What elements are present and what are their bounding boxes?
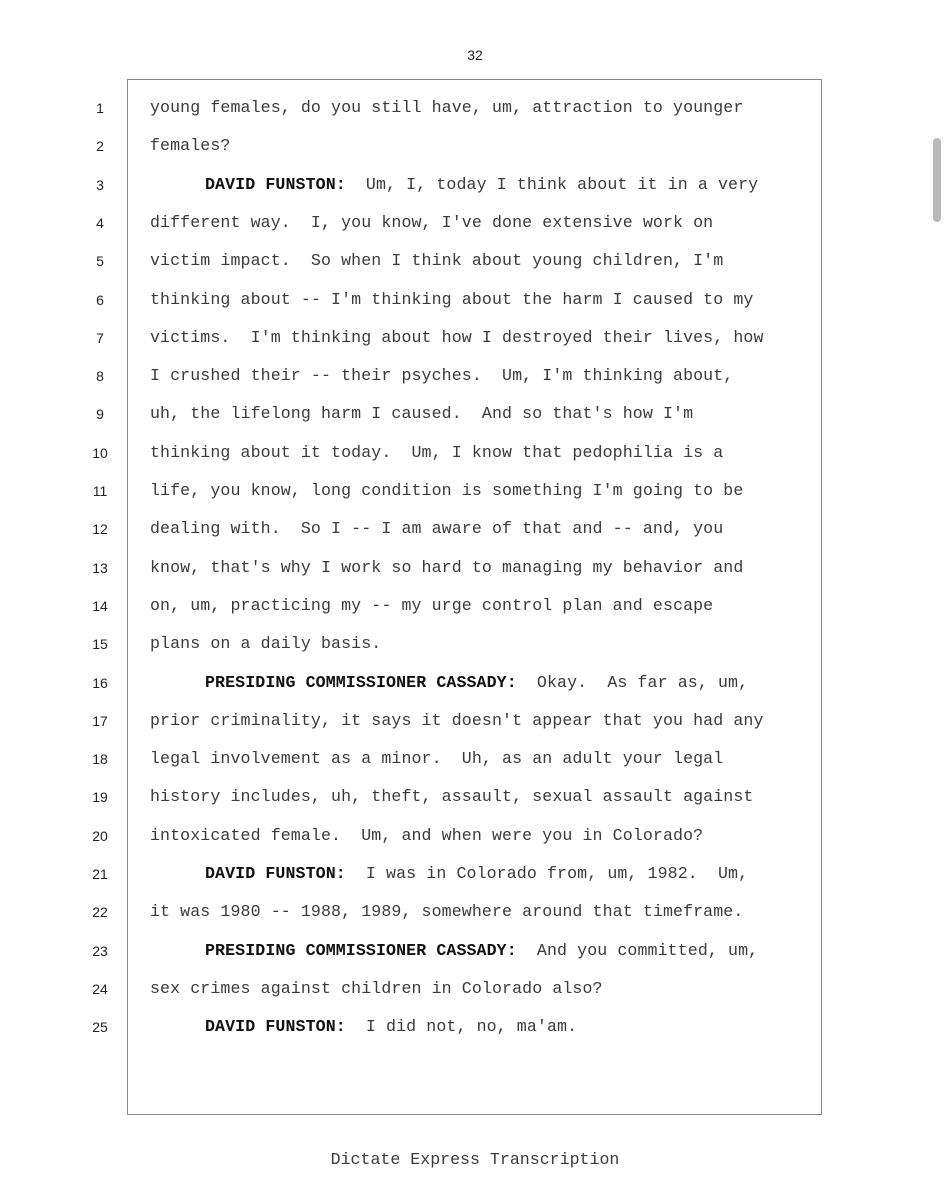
speaker-name: DAVID FUNSTON:: [205, 1017, 346, 1037]
page-number: 32: [467, 47, 483, 63]
line-body: I crushed their -- their psyches. Um, I'm thinking about,: [150, 366, 734, 386]
line-body: it was 1980 -- 1988, 1989, somewhere around that timeframe.: [150, 902, 744, 922]
line-number: 2: [96, 138, 104, 155]
line-number: 17: [92, 712, 108, 729]
line-body: Um, I, today I think about it in a very: [345, 174, 759, 194]
speaker-name: PRESIDING COMMISSIONER CASSADY:: [205, 672, 517, 692]
line-text: [150, 817, 703, 855]
line-text: [150, 549, 743, 587]
line-number: 5: [96, 253, 104, 270]
line-text: [150, 204, 713, 242]
transcript-line: [0, 357, 950, 395]
transcript-line: [0, 932, 950, 970]
line-body: females?: [150, 136, 231, 156]
line-text: [150, 89, 743, 127]
transcript-line: [0, 625, 950, 663]
line-body: And you committed, um,: [516, 940, 759, 960]
line-text: [150, 127, 230, 165]
line-number: 7: [96, 329, 104, 346]
transcript-line: [0, 166, 950, 204]
line-number: 13: [92, 559, 108, 576]
line-body: dealing with. So I -- I am aware of that and -- and, you: [150, 519, 724, 539]
line-text: [150, 472, 743, 510]
line-number: 20: [92, 827, 108, 844]
line-body: thinking about -- I'm thinking about the harm I caused to my: [150, 289, 754, 309]
line-body: thinking about it today. Um, I know that pedophilia is a: [150, 442, 724, 462]
line-text: [150, 510, 723, 548]
transcript-line: [0, 778, 950, 816]
speaker-name: PRESIDING COMMISSIONER CASSADY:: [205, 940, 517, 960]
line-text: [150, 740, 723, 778]
line-number: 16: [92, 674, 108, 691]
line-text: [150, 587, 713, 625]
line-text: [205, 1008, 577, 1046]
line-body: young females, do you still have, um, attraction to younger: [150, 98, 744, 117]
transcript-line: [0, 740, 950, 778]
transcript-line: [0, 510, 950, 548]
transcript-line: [0, 817, 950, 855]
transcript-line: [0, 395, 950, 433]
transcript-line: [0, 855, 950, 893]
scrollbar-thumb[interactable]: [933, 138, 941, 222]
transcript-line: [0, 127, 950, 165]
transcript-line: [0, 204, 950, 242]
line-body: legal involvement as a minor. Uh, as an adult your legal: [150, 749, 724, 769]
line-number: 18: [92, 751, 108, 768]
line-text: [205, 932, 758, 970]
line-text: [150, 319, 764, 357]
speaker-name: DAVID FUNSTON:: [205, 174, 346, 194]
line-number: 24: [92, 980, 108, 997]
transcript-line: [0, 549, 950, 587]
line-number: 4: [96, 214, 104, 231]
line-text: [150, 357, 733, 395]
line-body: different way. I, you know, I've done extensive work on: [150, 212, 714, 232]
line-text: [150, 702, 764, 740]
line-number: 6: [96, 291, 104, 308]
transcript-line: [0, 281, 950, 319]
transcript-line: [0, 89, 950, 127]
line-text: [150, 778, 753, 816]
line-text: [205, 664, 748, 702]
speaker-name: DAVID FUNSTON:: [205, 864, 346, 883]
line-number: 22: [92, 904, 108, 921]
transcript-line: [0, 587, 950, 625]
transcript-line: [0, 1008, 950, 1046]
line-body: intoxicated female. Um, and when were you in Colorado?: [150, 825, 704, 845]
line-body: prior criminality, it says it doesn't appear that you had any: [150, 710, 764, 730]
transcript-line: [0, 702, 950, 740]
line-number: 12: [92, 521, 108, 538]
line-number: 23: [92, 942, 108, 959]
line-body: sex crimes against children in Colorado also?: [150, 978, 603, 998]
transcript-line: [0, 319, 950, 357]
line-number: 3: [96, 176, 104, 193]
transcript-line: [0, 472, 950, 510]
line-text: [150, 395, 693, 433]
line-body: I did not, no, ma'am.: [345, 1017, 578, 1037]
line-number: 15: [92, 636, 108, 653]
transcript-line: [0, 664, 950, 702]
line-body: history includes, uh, theft, assault, sexual assault against: [150, 787, 754, 807]
line-number: 9: [96, 406, 104, 423]
line-number: 8: [96, 368, 104, 385]
transcript-line: [0, 970, 950, 1008]
line-number: 21: [92, 866, 108, 882]
line-body: uh, the lifelong harm I caused. And so that's how I'm: [150, 404, 694, 424]
line-number: 11: [92, 483, 108, 499]
line-number: 1: [96, 100, 104, 116]
line-text: [150, 970, 603, 1008]
line-body: I was in Colorado from, um, 1982. Um,: [345, 864, 749, 883]
line-text: [150, 893, 743, 931]
line-text: [150, 242, 723, 280]
line-text: [150, 281, 753, 319]
line-text: [205, 166, 758, 204]
footer-text: Dictate Express Transcription: [330, 1150, 620, 1169]
line-text: [150, 625, 381, 663]
line-body: victims. I'm thinking about how I destroyed their lives, how: [150, 327, 764, 347]
line-number: 19: [92, 789, 108, 806]
transcript-line: [0, 242, 950, 280]
line-body: life, you know, long condition is something I'm going to be: [150, 481, 744, 500]
transcript-line: [0, 893, 950, 931]
line-body: victim impact. So when I think about young children, I'm: [150, 251, 724, 271]
line-body: Okay. As far as, um,: [516, 672, 749, 692]
line-body: know, that's why I work so hard to managing my behavior and: [150, 557, 744, 577]
line-text: [205, 855, 748, 893]
line-number: 25: [92, 1019, 108, 1036]
line-number: 10: [92, 444, 108, 461]
line-body: plans on a daily basis.: [150, 634, 382, 654]
transcript-line: [0, 434, 950, 472]
line-body: on, um, practicing my -- my urge control plan and escape: [150, 595, 714, 615]
line-number: 14: [92, 597, 108, 614]
line-text: [150, 434, 723, 472]
